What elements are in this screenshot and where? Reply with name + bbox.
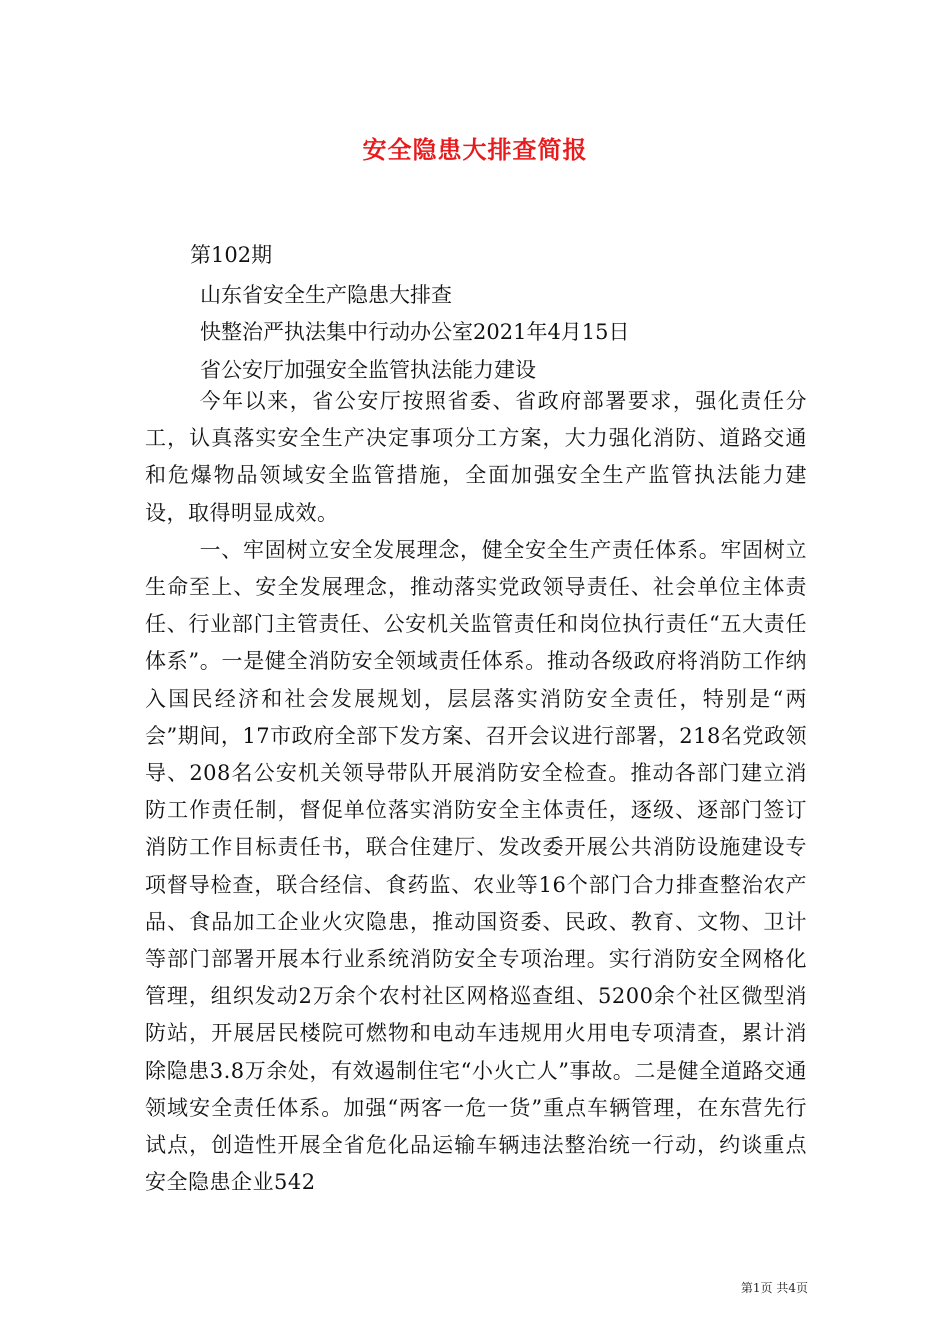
- issuing-organization-line-1: 山东省安全生产隐患大排查: [200, 283, 452, 307]
- issuing-organization-line-2: 快整治严执法集中行动办公室2021年4月15日: [200, 320, 630, 344]
- issue-number: 第102期: [190, 243, 273, 267]
- document-title: 安全隐患大排查简报: [362, 136, 588, 164]
- article-headline: 省公安厅加强安全监管执法能力建设: [200, 358, 536, 382]
- paragraph-intro: 今年以来，省公安厅按照省委、省政府部署要求，强化责任分工，认真落实安全生产决定事项分工方案，大力强化消防、道路交通和危爆物品领域安全监管措施，全面加强安全生产监管执法能力建设，取得明显成效。: [145, 389, 807, 525]
- article-body: [145, 383, 807, 1201]
- paragraph-section-one: 一、牢固树立安全发展理念，健全安全生产责任体系。牢固树立生命至上、安全发展理念，推动落实党政领导责任、社会单位主体责任、行业部门主管责任、公安机关监管责任和岗位执行责任“五大责任体系”。一是健全消防安全领域责任体系。推动各级政府将消防工作纳入国民经济和社会发展规划，层层落实消防安全责任，特别是“两会”期间，17市政府全部下发方案、召开会议进行部署，218名党政领导、208名公安机关领导带队开展消防安全检查。推动各部门建立消防工作责任制，督促单位落实消防安全主体责任，逐级、逐部门签订消防工作目标责任书，联合住建厅、发改委开展公共消防设施建设专项督导检查，联合经信、食药监、农业等16个部门合力排查整治农产品、食品加工企业火灾隐患，推动国资委、民政、教育、文物、卫计等部门部署开展本行业系统消防安全专项治理。实行消防安全网格化管理，组织发动2万余个农村社区网格巡查组、5200余个社区微型消防站，开展居民楼院可燃物和电动车违规用火用电专项清查，累计消除隐患3.8万余处，有效遏制住宅“小火亡人”事故。二是健全道路交通领域安全责任体系。加强“两客一危一货”重点车辆管理，在东营先行试点，创造性开展全省危化品运输车辆违法整治统一行动，约谈重点安全隐患企业542: [145, 537, 807, 1195]
- page-footer: 第1页 共4页: [740, 1281, 808, 1295]
